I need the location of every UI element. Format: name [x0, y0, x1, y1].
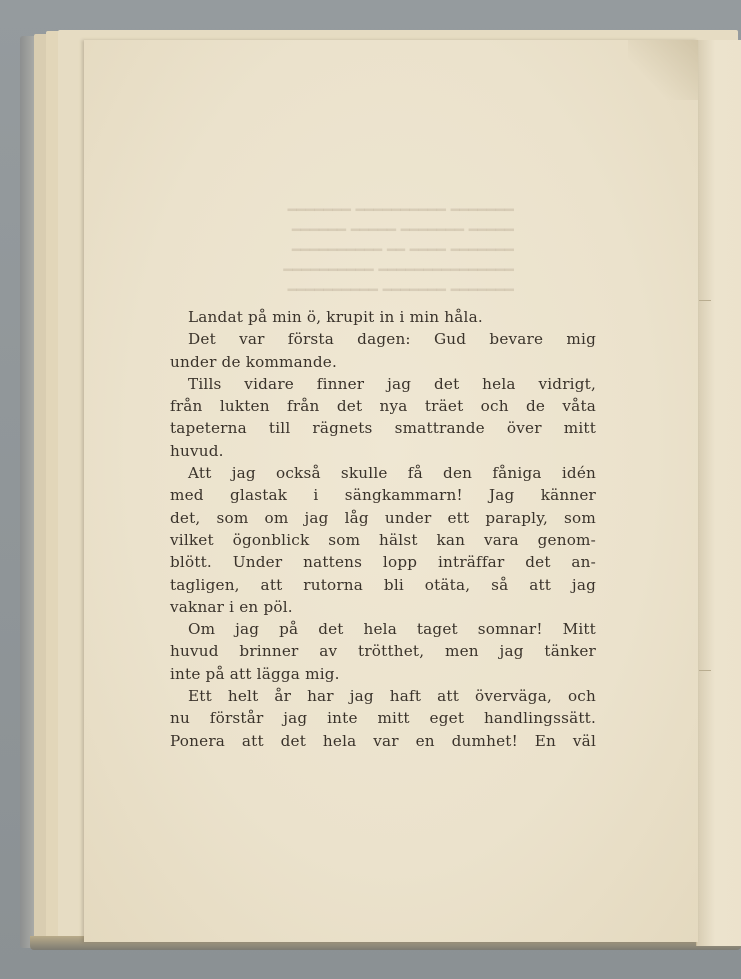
text-line: vaknar i en pöl. [170, 597, 293, 616]
body-text [170, 306, 596, 752]
text-line: huvud. [170, 441, 224, 460]
text-line: Ett helt år har jag haft att överväga, och [188, 687, 596, 706]
text-line: tapeterna till rägnets smattrande över mitt [170, 419, 596, 438]
text-line: blött. Under nattens lopp inträffar det an- [170, 553, 596, 572]
text-line: med glastak i sängkammarn! Jag känner [170, 486, 596, 505]
text-line: Att jag också skulle få den fåniga idén [188, 464, 596, 483]
show-through-text: ━━━━━━━ ━━━━━━━━━━ ━━━━━━━ ━━━━━ ━━━━━━━ ━━━━━ ━━━━━━ ━━━━━━━ ━━━━ ━━ ━━━━━━━━━━ ━━━━━━━━━━━━━━━ ━━━━━━━━━━ ━━━━━━━ ━━━━━━━ ━━━━━━━━━━ [283, 201, 514, 299]
text-line: huvud brinner av trötthet, men jag tänker [170, 642, 596, 661]
text-line: vilket ögonblick som hälst kan vara genom- [170, 530, 596, 549]
text-line: inte på att lägga mig. [170, 664, 340, 683]
text-line: det, som om jag låg under ett paraply, som [170, 508, 596, 527]
text-line: Det var första dagen: Gud bevare mig [188, 330, 596, 349]
paper-nick [699, 670, 711, 671]
text-line: Om jag på det hela taget somnar! Mitt [188, 620, 596, 639]
text-line: tagligen, att rutorna bli otäta, så att jag [170, 575, 596, 594]
text-line: från lukten från det nya träet och de våta [170, 397, 596, 416]
text-line: nu förstår jag inte mitt eget handlingssätt. [170, 709, 596, 728]
paper-nick [699, 300, 711, 301]
text-line: under de kommande. [170, 352, 338, 371]
text-line: Landat på min ö, krupit in i min håla. [188, 308, 483, 326]
text-line: Tills vidare finner jag det hela vidrigt, [188, 374, 596, 393]
text-line: Ponera att det hela var en dumhet! En väl [170, 731, 596, 750]
facing-page-edge [696, 40, 741, 946]
page-corner-fold [628, 40, 698, 100]
